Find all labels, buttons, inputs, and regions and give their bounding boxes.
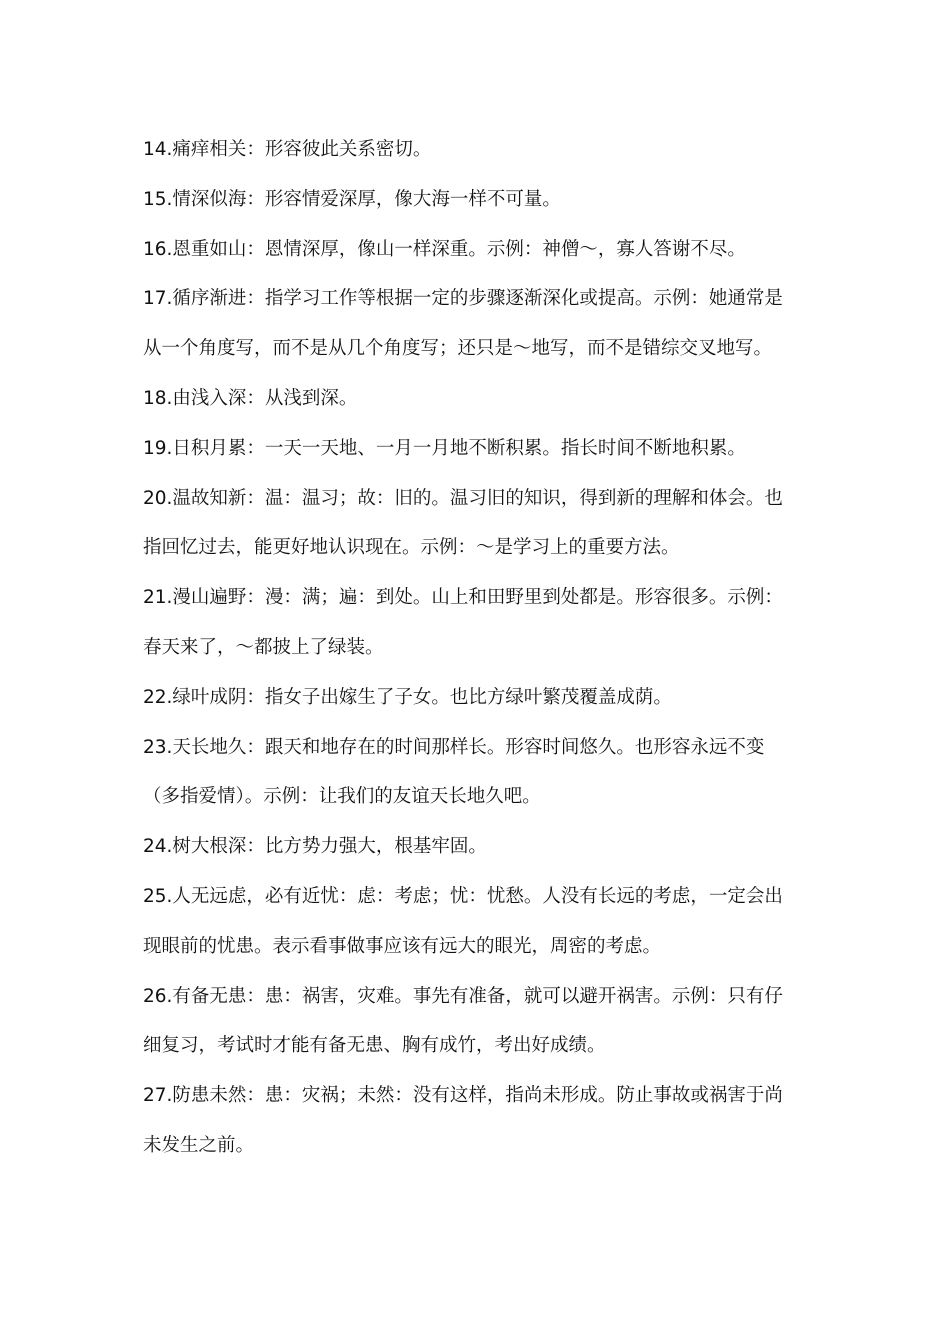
text-line: 16.恩重如山：恩情深厚，像山一样深重。示例：神僧～，寡人答谢不尽。 (143, 238, 746, 260)
text-line: 24.树大根深：比方势力强大，根基牢固。 (143, 836, 487, 858)
text-line: 春天来了，～都披上了绿装。 (143, 636, 384, 658)
text-line: 22.绿叶成阴：指女子出嫁生了子女。也比方绿叶繁茂覆盖成荫。 (143, 686, 672, 708)
text-line: 26.有备无患：患：祸害，灾难。事先有准备，就可以避开祸害。示例：只有仔 (143, 985, 783, 1007)
text-line: 17.循序渐进：指学习工作等根据一定的步骤逐渐深化或提高。示例：她通常是 (143, 288, 783, 310)
text-line: 未发生之前。 (143, 1134, 255, 1156)
text-line: 19.日积月累：一天一天地、一月一月地不断积累。指长时间不断地积累。 (143, 437, 746, 459)
text-line: 细复习，考试时才能有备无患、胸有成竹，考出好成绩。 (143, 1035, 606, 1057)
text-line: 20.温故知新：温：温习；故：旧的。温习旧的知识，得到新的理解和体会。也 (143, 487, 783, 509)
text-line: 现眼前的忧患。表示看事做事应该有远大的眼光，周密的考虑。 (143, 935, 662, 957)
text-line: 27.防患未然：患：灾祸；未然：没有这样，指尚未形成。防止事故或祸害于尚 (143, 1085, 783, 1107)
text-line: 14.痛痒相关：形容彼此关系密切。 (143, 139, 432, 160)
text-line: 23.天长地久：跟天和地存在的时间那样长。形容时间悠久。也形容永远不变 (143, 736, 765, 758)
text-line: 指回忆过去，能更好地认识现在。示例：～是学习上的重要方法。 (143, 537, 680, 559)
text-line: 15.情深似海：形容情爱深厚，像大海一样不可量。 (143, 188, 561, 210)
idiom-list (143, 125, 808, 1171)
text-line: （多指爱情）。示例：让我们的友谊天长地久吧。 (143, 786, 541, 808)
text-line: 21.漫山遍野：漫：满；遍：到处。山上和田野里到处都是。形容很多。示例： (143, 587, 783, 609)
text-line: 25.人无远虑，必有近忧：虑：考虑；忧：忧愁。人没有长远的考虑，一定会出 (143, 885, 783, 907)
text-line: 从一个角度写，而不是从几个角度写；还只是～地写，而不是错综交叉地写。 (143, 338, 773, 360)
text-line: 18.由浅入深：从浅到深。 (143, 387, 358, 409)
